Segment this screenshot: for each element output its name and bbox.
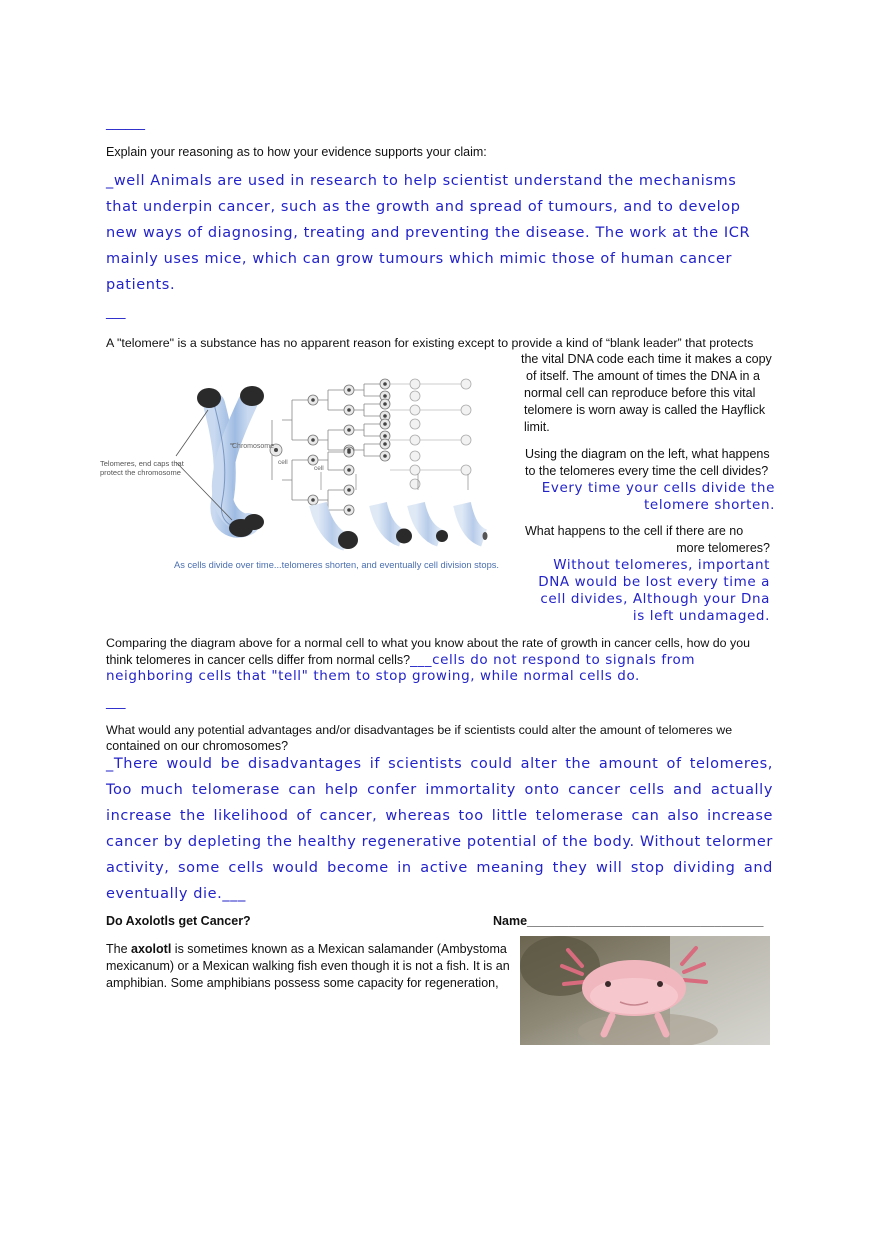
telomere-intro-line: A "telomere" is a substance has no apparent reason for existing except to provide a kind of “blank leader” that protects [106,336,754,350]
q1-answer-line: patients. [106,277,176,293]
q4-answer-inline: ___cells do not respond to signals from [410,652,696,668]
label-cell-bottom: cell [314,465,324,472]
axolotl-para-line: amphibian. Some amphibians possess some capacity for regeneration, [106,976,499,990]
q4-prompt-line-2: think telomeres in cancer cells differ from normal cells? [106,653,411,667]
para-line1-rest: is sometimes known as a Mexican salamander (Ambystoma [171,942,507,956]
chromosome-segment [378,504,412,544]
telomere-side-line: the vital DNA code each time it makes a copy [521,352,772,366]
guide-lines [321,472,468,490]
telomere-side-line: of itself. The amount of times the DNA in a [526,369,760,383]
para-bold-axolotl: axolotl [131,942,172,956]
q5-answer-line: _There would be disadvantages if scientists could alter the amount of telomeres, [106,756,773,772]
telomere-side-line: limit. [524,420,550,434]
q3-prompt-line: What happens to the cell if there are no [525,524,744,538]
label-telomeres-2: protect the chromosome [100,468,181,477]
q2-prompt-line: Using the diagram on the left, what happens [525,447,770,461]
chromosome-segment [462,504,488,540]
q2-answer [520,480,775,514]
top-blank: ______ [106,116,145,131]
q3-prompt-line-2: more telomeres? [676,541,770,555]
q5-answer [106,751,773,907]
para-pre: The [106,942,132,956]
faded-branches [390,384,461,470]
q5-answer-line: Too much telomerase can help confer immortality onto cancer cells and actually [106,782,773,798]
axolotl-para-line [106,941,516,958]
q4-prompt-line: Comparing the diagram above for a normal cell to what you know about the rate of growth in cancer cells, how do you [106,636,750,650]
q4-answer-line-2: neighboring cells that "tell" them to stop growing, while normal cells do. [106,668,640,684]
q5-answer-last: eventually die.___ [106,886,246,902]
q1-answer-line: new ways of diagnosing, treating and preventing the disease. The work at the ICR [106,225,751,241]
label-telomeres: Telomeres, end caps that [100,459,184,468]
q2-answer-line: Every time your cells divide the [541,480,775,496]
telomere-intro-side [521,351,777,436]
telomere-diagram [96,362,516,576]
label-cell-top: cell [278,459,288,466]
chromosome-segment [416,504,448,542]
telomere-cap-icon [240,386,264,406]
q3-answer-line: Without telomeres, important [553,557,770,573]
q5-prompt-line: What would any potential advantages and/or disadvantages be if scientists could alter the amount of telomeres we [106,723,733,737]
q1-answer-line: mainly uses mice, which can grow tumours which mimic those of human cancer [106,251,733,267]
q5-answer-line: increase the likelihood of cancer, whereas too little telomerase can also increase [106,808,773,824]
axolotl-paragraph [106,941,516,992]
axolotl-para-line: mexicanum) or a Mexican walking fish even though it is not a fish. It is an [106,959,510,973]
q2-prompt-line: to the telomeres every time the cell divides? [525,464,769,478]
faded-cell-icons [410,379,471,489]
diagram-caption: As cells divide over time...telomeres shorten, and eventually cell division stops. [174,560,499,570]
telomere-cap-icon [244,514,264,530]
telomere-cap-icon [197,388,221,408]
name-field[interactable]: Name__________________________________ [493,914,764,928]
q1-prompt: Explain your reasoning as to how your evidence supports your claim: [106,145,487,159]
q4-end-blank: ___ [106,695,126,710]
q1-answer [106,168,766,298]
cell-division-tree [272,384,380,510]
q2-prompt [525,446,770,480]
label-chromosome: Chromosome [232,443,275,450]
cell-icons [270,379,390,515]
q1-answer-line: that underpin cancer, such as the growth and spread of tumours, and to develop [106,199,741,215]
axolotl-heading: Do Axolotls get Cancer? [106,914,251,928]
axolotl-photo [520,936,770,1045]
q1-end-blank: ___ [106,305,126,320]
q3-answer-line: is left undamaged. [632,608,770,624]
q4-prompt-row [106,651,695,669]
chromosome-drawing [176,386,264,537]
q5-answer-line: activity, some cells would become in active meaning they will stop dividing and [106,860,773,876]
q3-answer-line: DNA would be lost every time a [538,574,770,590]
q3-answer [520,557,770,625]
q5-prompt-line-2: contained on our chromosomes? [106,739,289,753]
telomere-side-line: normal cell can reproduce before this vital [524,386,756,400]
q2-answer-line: telomere shorten. [644,497,775,513]
telomere-side-line: telomere is worn away is called the Hayflick [524,403,766,417]
q1-answer-line: _well Animals are used in research to help scientist understand the mechanisms [106,173,737,189]
q5-answer-line: cancer by depleting the healthy regenerative potential of the body. Without telormer [106,834,773,850]
q3-answer-line: cell divides, Although your Dna [540,591,770,607]
